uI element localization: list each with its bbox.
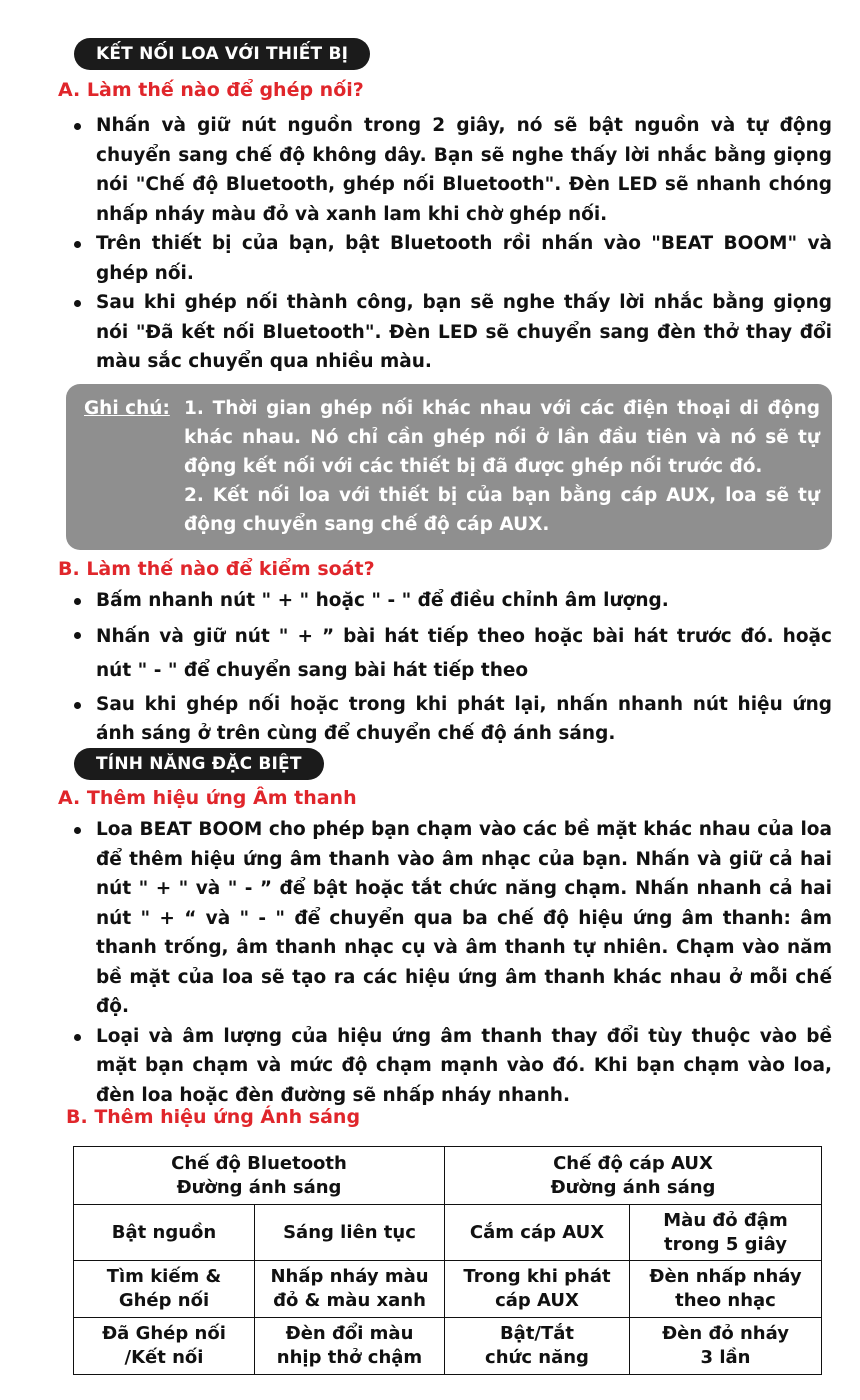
section-title-connect: KẾT NỐI LOA VỚI THIẾT BỊ	[74, 38, 370, 70]
table-header-bluetooth: Chế độ Bluetooth Đường ánh sáng	[74, 1147, 445, 1205]
note-text	[184, 394, 820, 539]
pairing-steps-list	[74, 111, 832, 377]
table-cell: Sáng liên tục	[255, 1205, 445, 1261]
table-cell: Đèn đổi màu nhịp thở chậm	[255, 1318, 445, 1375]
heading-how-to-pair: A. Làm thế nào để ghép nối?	[58, 79, 364, 101]
table-cell: Màu đỏ đậm trong 5 giây	[630, 1205, 822, 1261]
note-label: Ghi chú:	[84, 398, 170, 419]
table-cell: Cắm cáp AUX	[445, 1205, 630, 1261]
sound-effects-list	[74, 815, 832, 1110]
list-item: Nhấn và giữ nút " + ” bài hát tiếp theo hoặc bài hát trước đó. hoặc nút " - " để chuyển sang bài hát tiếp theo	[74, 620, 832, 688]
list-item: Trên thiết bị của bạn, bật Bluetooth rồi nhấn vào "BEAT BOOM" và ghép nối.	[74, 229, 832, 288]
control-steps-list	[74, 586, 832, 749]
table-header-aux: Chế độ cáp AUX Đường ánh sáng	[445, 1147, 822, 1205]
note-box	[66, 384, 832, 550]
light-effects-table	[73, 1146, 822, 1375]
list-item: Sau khi ghép nối thành công, bạn sẽ nghe thấy lời nhắc bằng giọng nói "Đã kết nối Bluetooth". Đèn LED sẽ chuyển sang đèn thở thay đổi màu sắc chuyển qua nhiều màu.	[74, 288, 832, 377]
table-cell: Đèn đỏ nháy 3 lần	[630, 1318, 822, 1375]
note-line: 2. Kết nối loa với thiết bị của bạn bằng cáp AUX, loa sẽ tự động chuyển sang chế độ cáp AUX.	[184, 485, 820, 535]
table-cell: Bật/Tắt chức năng	[445, 1318, 630, 1375]
note-line: 1. Thời gian ghép nối khác nhau với các điện thoại di động khác nhau. Nó chỉ cần ghép nối ở lần đầu tiên và nó sẽ tự động kết nối với các thiết bị đã được ghép nối trước đó.	[184, 398, 820, 477]
table-cell: Đã Ghép nối /Kết nối	[74, 1318, 255, 1375]
list-item: Bấm nhanh nút " + " hoặc " - " để điều chỉnh âm lượng.	[74, 586, 832, 616]
table-row	[74, 1261, 822, 1318]
table-cell: Nhấp nháy màu đỏ & màu xanh	[255, 1261, 445, 1318]
table-cell: Bật nguồn	[74, 1205, 255, 1261]
list-item: Loa BEAT BOOM cho phép bạn chạm vào các bề mặt khác nhau của loa để thêm hiệu ứng âm thanh vào âm nhạc của bạn. Nhấn và giữ cả hai nút " + " và " - ” để bật hoặc tắt chức năng chạm. Nhấn nhanh cả hai nút " + “ và " - " để chuyển qua ba chế độ hiệu ứng âm thanh: âm thanh trống, âm thanh nhạc cụ và âm thanh tự nhiên. Chạm vào năm bề mặt của loa sẽ tạo ra các hiệu ứng âm thanh khác nhau ở mỗi chế độ.	[74, 815, 832, 1022]
heading-sound-effects: A. Thêm hiệu ứng Âm thanh	[58, 787, 357, 809]
table-cell: Đèn nhấp nháy theo nhạc	[630, 1261, 822, 1318]
table-row	[74, 1318, 822, 1375]
list-item: Sau khi ghép nối hoặc trong khi phát lại, nhấn nhanh nút hiệu ứng ánh sáng ở trên cùng để chuyển chế độ ánh sáng.	[74, 690, 832, 749]
table-cell: Trong khi phát cáp AUX	[445, 1261, 630, 1318]
heading-how-to-control: B. Làm thế nào để kiểm soát?	[58, 558, 375, 580]
section-title-special-features: TÍNH NĂNG ĐẶC BIỆT	[74, 748, 324, 780]
table-row	[74, 1205, 822, 1261]
list-item: Loại và âm lượng của hiệu ứng âm thanh thay đổi tùy thuộc vào bề mặt bạn chạm và mức độ chạm mạnh vào đó. Khi bạn chạm vào loa, đèn loa hoặc đèn đường sẽ nhấp nháy nhanh.	[74, 1022, 832, 1111]
table-header-row	[74, 1147, 822, 1205]
list-item: Nhấn và giữ nút nguồn trong 2 giây, nó sẽ bật nguồn và tự động chuyển sang chế độ không dây. Bạn sẽ nghe thấy lời nhắc bằng giọng nói "Chế độ Bluetooth, ghép nối Bluetooth". Đèn LED sẽ nhanh chóng nhấp nháy màu đỏ và xanh lam khi chờ ghép nối.	[74, 111, 832, 229]
table-cell: Tìm kiếm & Ghép nối	[74, 1261, 255, 1318]
heading-light-effects: B. Thêm hiệu ứng Ánh sáng	[66, 1106, 361, 1128]
